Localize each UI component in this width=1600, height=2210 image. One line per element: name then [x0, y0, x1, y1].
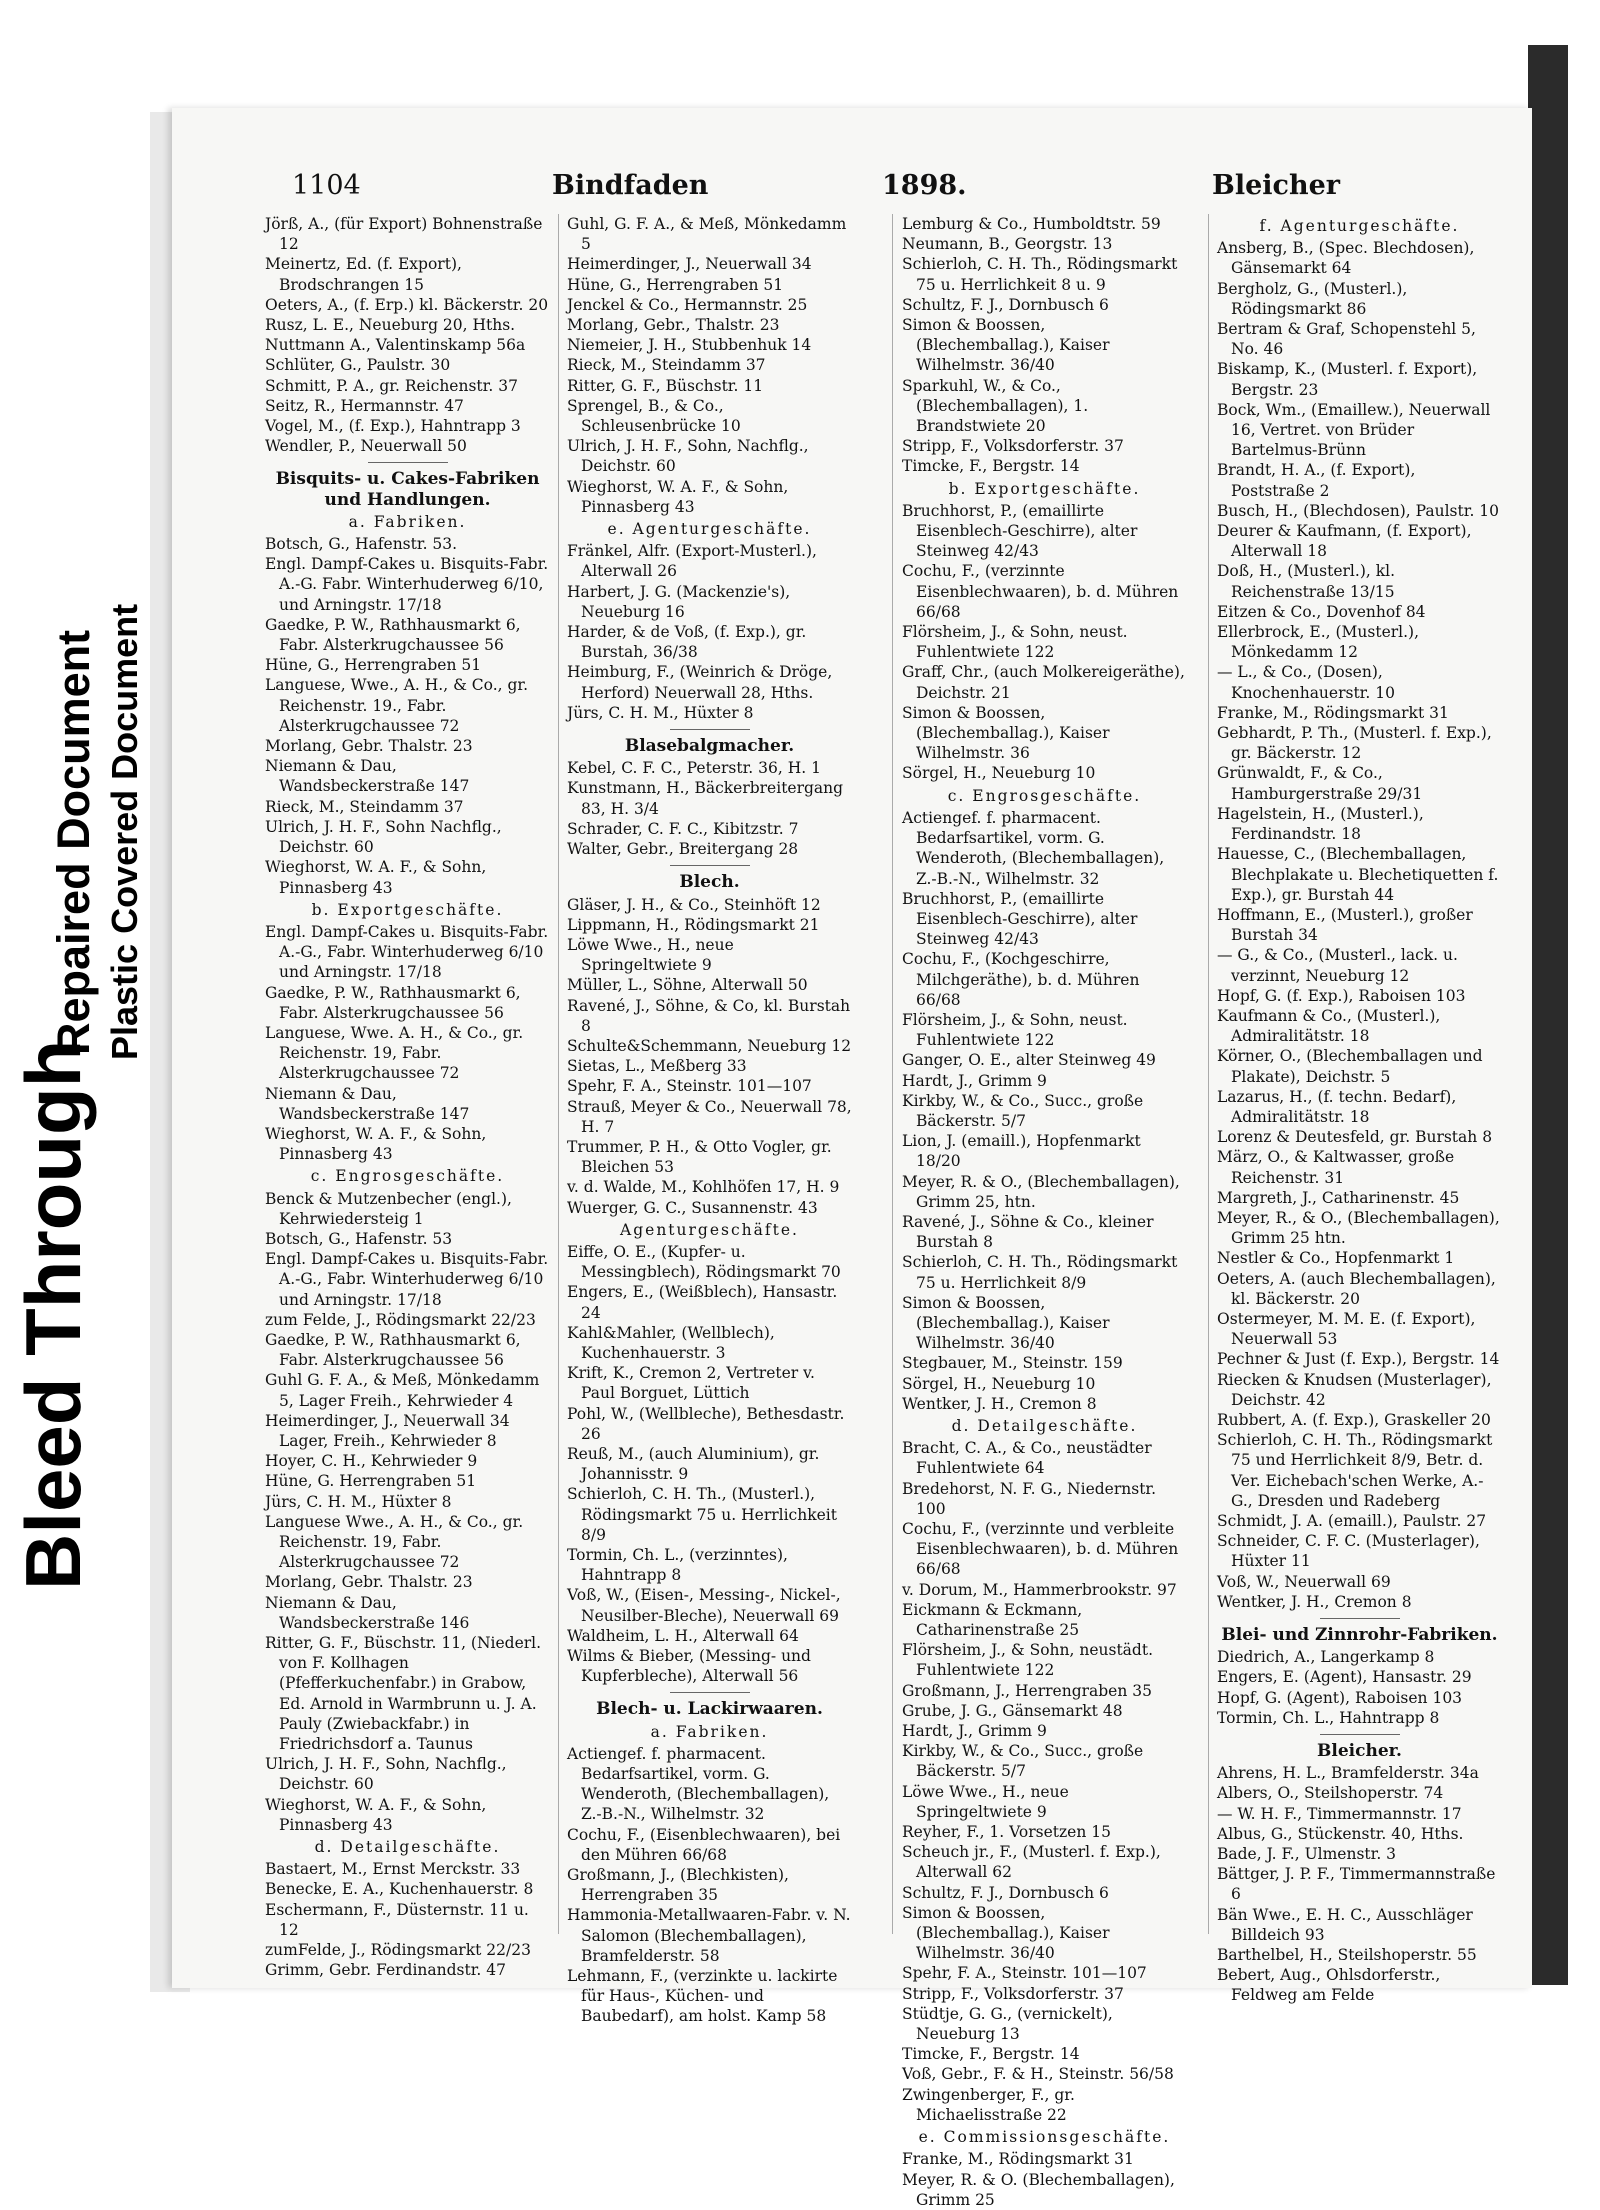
directory-entry: Timcke, F., Bergstr. 14: [902, 457, 1080, 476]
directory-entry: Wentker, J. H., Cremon 8: [1217, 1592, 1412, 1611]
directory-entry: Tormin, Ch. L., Hahntrapp 8: [1217, 1708, 1440, 1727]
directory-entry: Stripp, F., Volksdorferstr. 37: [902, 1984, 1124, 2003]
directory-entry: Meyer, R. & O. (Blechemballagen), Grimm 25: [902, 2170, 1175, 2209]
directory-entry: Schmitt, P. A., gr. Reichenstr. 37: [265, 376, 518, 395]
directory-entry: Schrader, C. F. C., Kibitzstr. 7: [567, 819, 799, 838]
sheet-shadow: [1528, 45, 1568, 1985]
column-divider: [558, 214, 559, 1934]
directory-entry: Eickmann & Eckmann, Catharinenstraße 25: [902, 1600, 1083, 1640]
directory-entry: Reuß, M., (auch Aluminium), gr. Johannisstr. 9: [567, 1444, 820, 1484]
directory-entry: Meinertz, Ed. (f. Export), Brodschrangen 15: [265, 255, 462, 294]
directory-entry: Spehr, F. A., Steinstr. 101—107: [902, 1964, 1147, 1983]
directory-entry: Ganger, O. E., alter Steinweg 49: [902, 1051, 1156, 1070]
subsection-heading: e. Agenturgeschäfte.: [607, 520, 812, 539]
directory-entry: Eiffe, O. E., (Kupfer- u. Messingblech), Rödingsmarkt 70: [567, 1242, 841, 1282]
directory-entry: — G., & Co., (Musterl., lack. u. verzinnt, Neueburg 12: [1217, 946, 1458, 985]
directory-entry: Franke, M., Rödingsmarkt 31: [902, 2150, 1134, 2169]
directory-entry: Kunstmann, H., Bäckerbreitergang 83, H. 3/4: [567, 779, 844, 818]
directory-entry: Cochu, F., (verzinnte und verbleite Eisenblechwaaren), b. d. Mühren 66/68: [902, 1520, 1179, 1579]
directory-entry: Wilms & Bieber, (Messing- und Kupferbleche), Alterwall 56: [567, 1647, 811, 1686]
directory-entry: Schierloh, C. H. Th., (Musterl.), Rödingsmarkt 75 u. Herrlichkeit 8/9: [567, 1485, 837, 1544]
directory-entry: Großmann, J., (Blechkisten), Herrengraben 35: [567, 1866, 789, 1905]
directory-entry: Schneider, C. F. C. (Musterlager), Hüxter 11: [1217, 1532, 1480, 1571]
directory-entry: Gaedke, P. W., Rathhausmarkt 6, Fabr. Alsterkrugchaussee 56: [265, 1330, 521, 1370]
subsection-heading: b. Exportgeschäfte.: [948, 479, 1141, 498]
section-rule: [1320, 1734, 1400, 1735]
directory-entry: Albus, G., Stückenstr. 40, Hths.: [1217, 1824, 1464, 1843]
section-heading: Blasebalgmacher.: [624, 736, 795, 757]
directory-entry: Rieck, M., Steindamm 37: [567, 356, 766, 375]
directory-entry: Stripp, F., Volksdorferstr. 37: [902, 437, 1124, 456]
running-head: [172, 170, 1532, 210]
directory-entry: Actiengef. f. pharmacent. Bedarfsartikel, vorm. G. Wenderoth, (Blechemballagen), Z.-B.-N., Wilhelmstr. 32: [567, 1744, 830, 1824]
column-divider: [1208, 214, 1209, 1934]
directory-entry: Heimburg, F., (Weinrich & Dröge, Herford) Neuerwall 28, Hths.: [567, 663, 833, 702]
directory-entry: Bertram & Graf, Schopenstehl 5, No. 46: [1217, 320, 1476, 359]
directory-entry: Jenckel & Co., Hermannstr. 25: [567, 295, 808, 314]
repaired-document-label: Repaired Document: [48, 629, 99, 1055]
directory-entry: Sörgel, H., Neueburg 10: [902, 1374, 1096, 1393]
directory-entry: Sörgel, H., Neueburg 10: [902, 764, 1096, 783]
directory-entry: Benck & Mutzenbecher (engl.), Kehrwiedersteig 1: [265, 1189, 512, 1228]
directory-entry: Walter, Gebr., Breitergang 28: [567, 840, 799, 859]
directory-entry: Niemeier, J. H., Stubbenhuk 14: [567, 336, 812, 355]
bleed-through-label: Bleed Through: [9, 1039, 97, 1590]
subsection-heading: b. Exportgeschäfte.: [311, 900, 504, 919]
directory-entry: Margreth, J., Catharinenstr. 45: [1217, 1188, 1460, 1207]
directory-entry: Ravené, J., Söhne, & Co, kl. Burstah 8: [567, 996, 851, 1035]
column-divider: [892, 214, 893, 1934]
directory-entry: Simon & Boossen, (Blechemballag.), Kaiser Wilhelmstr. 36: [902, 703, 1110, 763]
directory-entry: Voß, Gebr., F. & H., Steinstr. 56/58: [902, 2065, 1174, 2084]
section-heading: Blech.: [679, 872, 740, 893]
directory-entry: Lion, J. (emaill.), Hopfenmarkt 18/20: [902, 1132, 1141, 1171]
directory-entry: Morlang, Gebr., Thalstr. 23: [567, 316, 780, 335]
directory-entry: Ahrens, H. L., Bramfelderstr. 34a: [1217, 1764, 1479, 1783]
directory-entry: Bättger, J. P. F., Timmermannstraße 6: [1217, 1865, 1496, 1904]
directory-entry: Hüne, G., Herrengraben 51: [265, 656, 482, 675]
directory-entry: Morlang, Gebr. Thalstr. 23: [265, 737, 473, 756]
directory-entry: Ansberg, B., (Spec. Blechdosen), Gänsemarkt 64: [1217, 239, 1475, 278]
directory-entry: Niemann & Dau, Wandsbeckerstraße 147: [265, 757, 470, 796]
page-number: 1104: [292, 170, 361, 201]
directory-entry: Müller, L., Söhne, Alterwall 50: [567, 976, 808, 995]
document-page: [172, 108, 1532, 2209]
directory-entry: Engers, E., (Weißblech), Hansastr. 24: [567, 1283, 838, 1322]
directory-entry: Pohl, W., (Wellbleche), Bethesdastr. 26: [567, 1404, 845, 1443]
column-4: [1217, 214, 1502, 2005]
directory-entry: Busch, H., (Blechdosen), Paulstr. 10: [1217, 501, 1500, 520]
section-heading: Blech- u. Lackirwaaren.: [596, 1699, 823, 1720]
directory-entry: Benecke, E. A., Kuchenhauerstr. 8: [265, 1880, 534, 1899]
directory-entry: Meyer, R. & O., (Blechemballagen), Grimm 25, htn.: [902, 1172, 1180, 1211]
directory-entry: Reyher, F., 1. Vorsetzen 15: [902, 1823, 1111, 1842]
directory-entry: v. Dorum, M., Hammerbrookstr. 97: [902, 1580, 1177, 1599]
directory-entry: Kaufmann & Co., (Musterl.), Admiralitätstr. 18: [1217, 1006, 1441, 1046]
directory-entry: Nestler & Co., Hopfenmarkt 1: [1217, 1249, 1455, 1268]
directory-entry: Scheuch jr., F., (Musterl. f. Exp.), Alterwall 62: [902, 1843, 1161, 1882]
directory-entry: Bock, Wm., (Emaillew.), Neuerwall 16, Vertret. von Brüder Bartelmus-Brünn: [1217, 400, 1491, 460]
directory-entry: Bebert, Aug., Ohlsdorferstr., Feldweg am Felde: [1217, 1966, 1441, 2005]
directory-entry: Gebhardt, P. Th., (Musterl. f. Exp.), gr. Bäckerstr. 12: [1217, 724, 1492, 763]
directory-entry: Trummer, P. H., & Otto Vogler, gr. Bleichen 53: [567, 1137, 832, 1177]
directory-entry: Doß, H., (Musterl.), kl. Reichenstraße 13/15: [1217, 562, 1395, 601]
directory-entry: Eschermann, F., Düsternstr. 11 u. 12: [265, 1900, 529, 1939]
directory-entry: Schierloh, C. H. Th., Rödingsmarkt 75 u. Herrlichkeit 8 u. 9: [902, 255, 1178, 294]
directory-entry: Jürs, C. H. M., Hüxter 8: [265, 1492, 452, 1511]
directory-entry: Löwe Wwe., H., neue Springeltwiete 9: [567, 935, 734, 975]
year: 1898.: [882, 170, 967, 201]
directory-entry: Simon & Boossen, (Blechemballag.), Kaiser Wilhelmstr. 36/40: [902, 1293, 1110, 1353]
directory-entry: Schlüter, G., Paulstr. 30: [265, 356, 451, 375]
directory-entry: Wuerger, G. C., Susannenstr. 43: [567, 1198, 818, 1217]
directory-entry: Harbert, J. G. (Mackenzie's), Neueburg 16: [567, 582, 791, 621]
directory-entry: Flörsheim, J., & Sohn, neustädt. Fuhlentwiete 122: [902, 1641, 1153, 1680]
directory-entry: Cochu, F., (verzinnte Eisenblechwaaren), b. d. Mühren 66/68: [902, 562, 1179, 621]
directory-entry: Diedrich, A., Langerkamp 8: [1217, 1648, 1435, 1667]
subsection-heading: a. Fabriken.: [650, 1722, 769, 1741]
directory-entry: Guhl, G. F. A., & Meß, Mönkedamm 5: [567, 215, 847, 254]
directory-entry: Languese, Wwe. A. H., & Co., gr. Reichenstr. 19, Fabr. Alsterkrugchaussee 72: [265, 1023, 524, 1083]
directory-entry: Jörß, A., (für Export) Bohnenstraße 12: [265, 215, 543, 254]
directory-entry: Wieghorst, W. A. F., & Sohn, Pinnasberg 43: [567, 477, 789, 516]
directory-entry: Fränkel, Alfr. (Export-Musterl.), Alterwall 26: [567, 542, 817, 581]
directory-entry: Riecken & Knudsen (Musterlager), Deichstr. 42: [1217, 1370, 1492, 1409]
directory-entry: Schierloh, C. H. Th., Rödingsmarkt 75 und Herrlichkeit 8/9, Betr. d. Ver. Eichebach'schen Werke, A.-G., Dresden und Radeberg: [1217, 1431, 1493, 1510]
directory-entry: Schmidt, J. A. (emaill.), Paulstr. 27: [1217, 1512, 1487, 1530]
directory-entry: Pechner & Just (f. Exp.), Bergstr. 14: [1217, 1350, 1500, 1369]
directory-entry: Kebel, C. F. C., Peterstr. 36, H. 1: [567, 759, 821, 778]
directory-entry: Löwe Wwe., H., neue Springeltwiete 9: [902, 1782, 1069, 1821]
directory-entry: Kirkby, W., & Co., Succ., große Bäckerstr. 5/7: [902, 1742, 1144, 1781]
directory-entry: Brandt, H. A., (f. Export), Poststraße 2: [1217, 461, 1416, 500]
directory-entry: Engl. Dampf-Cakes u. Bisquits-Fabr. A.-G., Fabr. Winterhuderweg 6/10 und Arningstr. 17/18: [265, 922, 549, 982]
directory-entry: Actiengef. f. pharmacent. Bedarfsartikel, vorm. G. Wenderoth, (Blechemballagen), Z.-B.-N., Wilhelmstr. 32: [902, 808, 1165, 888]
directory-entry: Schierloh, C. H. Th., Rödingsmarkt 75 u. Herrlichkeit 8/9: [902, 1253, 1178, 1292]
directory-entry: Körner, O., (Blechemballagen und Plakate), Deichstr. 5: [1217, 1047, 1483, 1086]
directory-entry: Sparkuhl, W., & Co., (Blechemballagen), 1. Brandstwiete 20: [902, 376, 1089, 436]
section-heading: Bleicher.: [1317, 1741, 1402, 1762]
directory-entry: Voß, W., (Eisen-, Messing-, Nickel-, Neusilber-Bleche), Neuerwall 69: [567, 1586, 841, 1625]
directory-entry: Botsch, G., Hafenstr. 53.: [265, 535, 458, 554]
directory-entry: Meyer, R., & O., (Blechemballagen), Grimm 25 htn.: [1217, 1208, 1500, 1248]
directory-entry: Languese Wwe., A. H., & Co., gr. Reichenstr. 19, Fabr. Alsterkrugchaussee 72: [265, 1512, 524, 1572]
directory-entry: — W. H. F., Timmermannstr. 17: [1217, 1804, 1462, 1823]
directory-entry: Großmann, J., Herrengraben 35: [902, 1681, 1152, 1700]
directory-entry: Hoyer, C. H., Kehrwieder 9: [265, 1452, 478, 1471]
subsection-heading: a. Fabriken.: [348, 512, 467, 531]
subsection-heading: e. Commissionsgeschäfte.: [918, 2128, 1171, 2147]
directory-entry: Ellerbrock, E., (Musterl.), Mönkedamm 12: [1217, 623, 1420, 662]
directory-entry: Hardt, J., Grimm 9: [902, 1722, 1047, 1741]
directory-entry: Bruchhorst, P., (emaillirte Eisenblech-Geschirre), alter Steinweg 42/43: [902, 501, 1138, 561]
directory-entry: Graff, Chr., (auch Molkereigeräthe), Deichstr. 21: [902, 663, 1185, 702]
directory-entry: Rieck, M., Steindamm 37: [265, 797, 464, 816]
directory-entry: Lazarus, H., (f. techn. Bedarf), Admiralitätstr. 18: [1217, 1087, 1457, 1126]
directory-entry: Bän Wwe., E. H. C., Ausschläger Billdeich 93: [1217, 1905, 1473, 1944]
directory-entry: — L., & Co., (Dosen), Knochenhauerstr. 10: [1217, 663, 1395, 702]
directory-entry: Wieghorst, W. A. F., & Sohn, Pinnasberg 43: [265, 1795, 487, 1834]
directory-entry: Eitzen & Co., Dovenhof 84: [1217, 602, 1426, 621]
directory-entry: Franke, M., Rödingsmarkt 31: [1217, 703, 1449, 722]
directory-entry: Engers, E. (Agent), Hansastr. 29: [1217, 1668, 1472, 1687]
subsection-heading: c. Engrosgeschäfte.: [947, 786, 1142, 805]
directory-entry: Wieghorst, W. A. F., & Sohn, Pinnasberg 43: [265, 858, 487, 897]
directory-entry: Hammonia-Metallwaaren-Fabr. v. N. Salomon (Blechemballagen), Bramfelderstr. 58: [567, 1906, 851, 1965]
directory-entry: Sietas, L., Meßberg 33: [567, 1057, 747, 1076]
directory-entry: Ostermeyer, M. M. E. (f. Export), Neuerwall 53: [1217, 1309, 1476, 1349]
directory-entry: Languese, Wwe., A. H., & Co., gr. Reichenstr. 19., Fabr. Alsterkrugchaussee 72: [265, 676, 529, 735]
subsection-heading: d. Detailgeschäfte.: [951, 1416, 1138, 1435]
directory-entry: Bracht, C. A., & Co., neustädter Fuhlentwiete 64: [902, 1439, 1152, 1478]
directory-entry: zumFelde, J., Rödingsmarkt 22/23: [265, 1941, 531, 1960]
directory-entry: Wentker, J. H., Cremon 8: [902, 1394, 1097, 1413]
section-rule: [368, 462, 448, 463]
section-rule: [1320, 1618, 1400, 1619]
directory-entry: Bruchhorst, P., (emaillirte Eisenblech-Geschirre), alter Steinweg 42/43: [902, 889, 1138, 949]
directory-entry: Gaedke, P. W., Rathhausmarkt 6, Fabr. Alsterkrugchaussee 56: [265, 615, 521, 655]
directory-entry: Strauß, Meyer & Co., Neuerwall 78, H. 7: [567, 1097, 852, 1136]
section-rule: [670, 1692, 750, 1693]
column-1: [265, 214, 550, 1980]
directory-entry: Stegbauer, M., Steinstr. 159: [902, 1354, 1123, 1373]
directory-entry: Spehr, F. A., Steinstr. 101—107: [567, 1077, 812, 1096]
directory-entry: Kahl&Mahler, (Wellblech), Kuchenhauerstr. 3: [567, 1323, 775, 1362]
directory-entry: Gläser, J. H., & Co., Steinhöft 12: [567, 895, 821, 914]
directory-entry: Voß, W., Neuerwall 69: [1217, 1572, 1391, 1591]
directory-entry: Hagelstein, H., (Musterl.), Ferdinandstr. 18: [1217, 804, 1424, 844]
directory-entry: Seitz, R., Hermannstr. 47: [265, 396, 464, 415]
directory-entry: Oeters, A. (auch Blechemballagen), kl. Bäckerstr. 20: [1217, 1269, 1496, 1308]
directory-entry: Krift, K., Cremon 2, Vertreter v. Paul Borguet, Lüttich: [567, 1364, 815, 1403]
directory-entry: Flörsheim, J., & Sohn, neust. Fuhlentwiete 122: [902, 623, 1128, 662]
directory-entry: Albers, O., Steilshoperstr. 74: [1217, 1784, 1444, 1803]
directory-entry: Deurer & Kaufmann, (f. Export), Alterwall 18: [1217, 522, 1472, 561]
section-rule: [670, 729, 750, 730]
plastic-covered-label: Plastic Covered Document: [104, 603, 145, 1060]
directory-entry: Ulrich, J. H. F., Sohn, Nachflg., Deichstr. 60: [265, 1755, 507, 1794]
directory-entry: Niemann & Dau, Wandsbeckerstraße 146: [265, 1593, 470, 1632]
directory-entry: Nuttmann A., Valentinskamp 56a: [265, 336, 526, 355]
directory-entry: Guhl G. F. A., & Meß, Mönkedamm 5, Lager Freih., Kehrwieder 4: [265, 1371, 540, 1410]
directory-entry: Simon & Boossen, (Blechemballag.), Kaiser Wilhelmstr. 36/40: [902, 1903, 1110, 1963]
directory-entry: Bastaert, M., Ernst Merckstr. 33: [265, 1860, 521, 1879]
directory-entry: Hüne, G. Herrengraben 51: [265, 1472, 477, 1491]
directory-entry: Wieghorst, W. A. F., & Sohn, Pinnasberg 43: [265, 1124, 487, 1164]
subsection-heading: Agenturgeschäfte.: [620, 1220, 799, 1239]
directory-entry: Hauesse, C., (Blechemballagen, Blechplakate u. Blechetiquetten f. Exp.), gr. Burstah 44: [1217, 845, 1499, 904]
directory-entry: Oeters, A., (f. Erp.) kl. Bäckerstr. 20: [265, 295, 549, 314]
directory-entry: Hüne, G., Herrengraben 51: [567, 275, 784, 294]
directory-entry: Bade, J. F., Ulmenstr. 3: [1217, 1845, 1397, 1864]
directory-entry: Simon & Boossen, (Blechemballag.), Kaiser Wilhelmstr. 36/40: [902, 316, 1110, 375]
directory-entry: Sprengel, B., & Co., Schleusenbrücke 10: [567, 396, 741, 436]
directory-entry: Rubbert, A. (f. Exp.), Graskeller 20: [1217, 1410, 1491, 1429]
directory-entry: Grünwaldt, F., & Co., Hamburgerstraße 29/31: [1217, 764, 1423, 803]
directory-entry: Harder, & de Voß, (f. Exp.), gr. Burstah, 36/38: [567, 623, 807, 662]
subsection-heading: c. Engrosgeschäfte.: [310, 1167, 505, 1186]
left-catchword: Bindfaden: [552, 170, 709, 201]
directory-entry: Tormin, Ch. L., (verzinntes), Hahntrapp 8: [567, 1546, 788, 1585]
directory-entry: Timcke, F., Bergstr. 14: [902, 2045, 1080, 2064]
directory-entry: Barthelbel, H., Steilshoperstr. 55: [1217, 1946, 1477, 1965]
directory-entry: Bredehorst, N. F. G., Niedernstr. 100: [902, 1479, 1157, 1518]
directory-entry: Gaedke, P. W., Rathhausmarkt 6, Fabr. Alsterkrugchaussee 56: [265, 983, 521, 1022]
right-catchword: Bleicher: [1212, 170, 1340, 201]
directory-entry: Ulrich, J. H. F., Sohn Nachflg., Deichstr. 60: [265, 817, 502, 857]
directory-entry: März, O., & Kaltwasser, große Reichenstr. 31: [1217, 1148, 1455, 1187]
directory-entry: Rusz, L. E., Neueburg 20, Hths.: [265, 316, 516, 335]
directory-entry: Schulte&Schemmann, Neueburg 12: [567, 1036, 852, 1055]
directory-entry: Biskamp, K., (Musterl. f. Export), Bergstr. 23: [1217, 360, 1478, 399]
subsection-heading: d. Detailgeschäfte.: [314, 1838, 501, 1857]
directory-entry: Lorenz & Deutesfeld, gr. Burstah 8: [1217, 1128, 1493, 1147]
directory-entry: Lippmann, H., Rödingsmarkt 21: [567, 915, 820, 934]
directory-entry: Wendler, P., Neuerwall 50: [265, 437, 467, 456]
directory-entry: Flörsheim, J., & Sohn, neust. Fuhlentwiete 122: [902, 1010, 1128, 1050]
directory-entry: Niemann & Dau, Wandsbeckerstraße 147: [265, 1084, 470, 1123]
directory-entry: Grube, J. G., Gänsemarkt 48: [902, 1701, 1123, 1720]
directory-entry: Botsch, G., Hafenstr. 53: [265, 1229, 453, 1248]
directory-entry: Hardt, J., Grimm 9: [902, 1071, 1047, 1090]
directory-entry: Lehmann, F., (verzinkte u. lackirte für Haus-, Küchen- und Baubedarf), am holst. Kamp 58: [567, 1967, 838, 2026]
directory-entry: Hopf, G. (f. Exp.), Raboisen 103: [1217, 986, 1466, 1005]
directory-entry: Cochu, F., (Kochgeschirre, Milchgeräthe), b. d. Mühren 66/68: [902, 950, 1140, 1009]
subsection-heading: f. Agenturgeschäfte.: [1259, 217, 1460, 235]
directory-entry: Neumann, B., Georgstr. 13: [902, 235, 1113, 254]
directory-entry: Schultz, F. J., Dornbusch 6: [902, 295, 1109, 314]
directory-entry: Bergholz, G., (Musterl.), Rödingsmarkt 86: [1217, 279, 1408, 318]
directory-entry: Schultz, F. J., Dornbusch 6: [902, 1883, 1109, 1902]
directory-entry: Waldheim, L. H., Alterwall 64: [567, 1626, 799, 1645]
directory-entry: Ritter, G. F., Büschstr. 11, (Niederl. von F. Kollhagen (Pfefferkuchenfabr.) in Grabow, Ed. Arnold in Warmbrunn u. J. A. Pauly (Zwiebackfabr.) in Friedrichsdorf a. Taunus: [265, 1634, 542, 1754]
directory-entry: Hopf, G. (Agent), Raboisen 103: [1217, 1688, 1463, 1707]
directory-entry: Lemburg & Co., Humboldtstr. 59: [902, 215, 1161, 233]
directory-entry: Heimerdinger, J., Neuerwall 34 Lager, Freih., Kehrwieder 8: [265, 1411, 510, 1450]
column-2: [567, 214, 852, 2026]
directory-entry: zum Felde, J., Rödingsmarkt 22/23: [265, 1310, 536, 1329]
column-3: [902, 214, 1187, 2209]
directory-entry: Ulrich, J. H. F., Sohn, Nachflg., Deichstr. 60: [567, 437, 809, 476]
directory-entry: Engl. Dampf-Cakes u. Bisquits-Fabr. A.-G. Fabr. Winterhuderweg 6/10, und Arningstr. 17/18: [265, 555, 549, 614]
directory-entry: Ravené, J., Söhne & Co., kleiner Burstah 8: [902, 1212, 1154, 1252]
directory-entry: Heimerdinger, J., Neuerwall 34: [567, 255, 812, 274]
directory-entry: Ritter, G. F., Büschstr. 11: [567, 376, 764, 395]
section-rule: [670, 865, 750, 866]
directory-entry: Hoffmann, E., (Musterl.), großer Burstah 34: [1217, 905, 1473, 945]
directory-entry: Engl. Dampf-Cakes u. Bisquits-Fabr. A.-G., Fabr. Winterhuderweg 6/10 und Arningstr. 17/18: [265, 1250, 549, 1309]
directory-entry: v. d. Walde, M., Kohlhöfen 17, H. 9: [567, 1178, 840, 1197]
directory-entry: Vogel, M., (f. Exp.), Hahntrapp 3: [265, 417, 521, 436]
directory-entry: Grimm, Gebr. Ferdinandstr. 47: [265, 1961, 506, 1980]
directory-entry: Cochu, F., (Eisenblechwaaren), bei den Mühren 66/68: [567, 1825, 841, 1864]
directory-entry: Zwingenberger, F., gr. Michaelisstraße 22: [902, 2085, 1075, 2124]
directory-entry: Stüdtje, G. G., (vernickelt), Neueburg 13: [902, 2004, 1113, 2044]
section-heading: Bisquits- u. Cakes-Fabriken und Handlungen.: [275, 469, 540, 510]
directory-entry: Kirkby, W., & Co., Succ., große Bäckerstr. 5/7: [902, 1091, 1144, 1130]
section-heading: Blei- und Zinnrohr-Fabriken.: [1221, 1625, 1498, 1646]
directory-entry: Morlang, Gebr. Thalstr. 23: [265, 1573, 473, 1592]
directory-entry: Jürs, C. H. M., Hüxter 8: [567, 703, 754, 722]
